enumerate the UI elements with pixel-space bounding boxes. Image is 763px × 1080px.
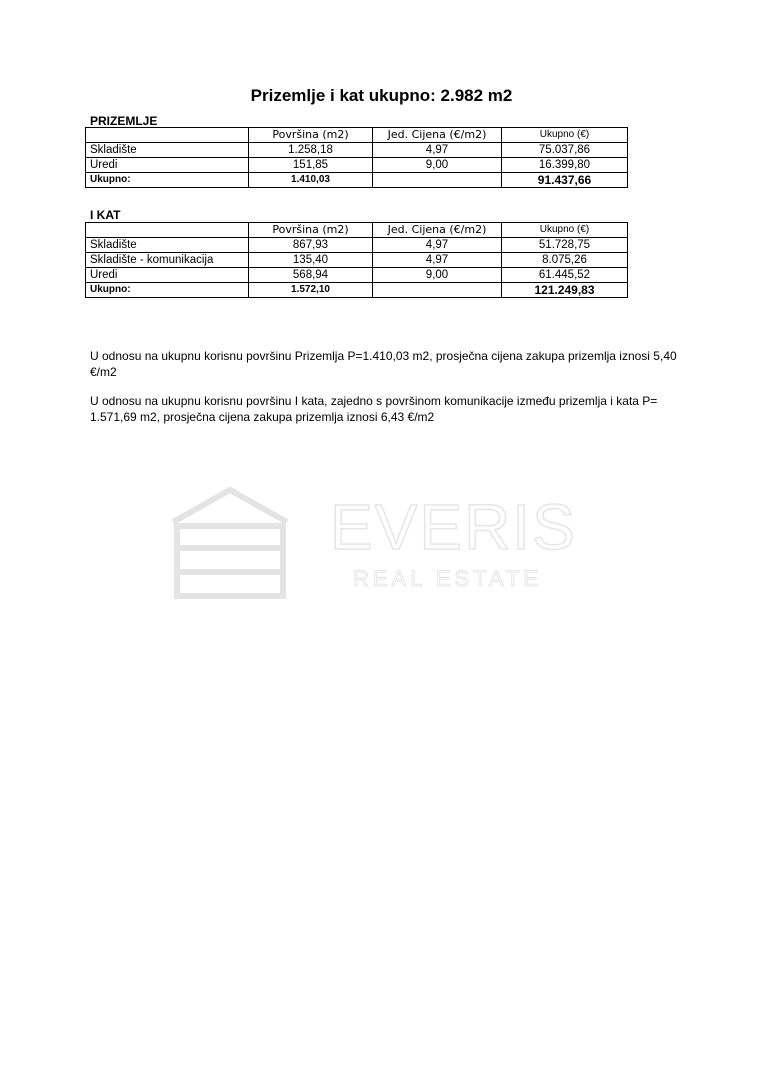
house-logo-icon	[165, 482, 295, 602]
table-cell: 4,97	[373, 253, 502, 268]
table-cell: 867,93	[249, 238, 373, 253]
paragraph-prizemlje-summary: U odnosu na ukupnu korisnu površinu Prizemlja P=1.410,03 m2, prosječna cijena zakupa prizemlja iznosi 5,40 €/m2	[90, 349, 677, 379]
table-cell: 4,97	[373, 238, 502, 253]
header-cell: Ukupno (€)	[502, 128, 628, 143]
paragraph-kat-summary: U odnosu na ukupnu korisnu površinu I kata, zajedno s površinom komunikacije između prizemlja i kata P= 1.571,69 m2, prosječna cijena zakupa prizemlja iznosi 6,43 €/m2	[90, 394, 658, 424]
table-total-row	[86, 173, 628, 188]
table-cell: 51.728,75	[502, 238, 628, 253]
total-cell: 1.572,10	[249, 283, 373, 298]
table-row	[86, 238, 628, 253]
table-cell: 9,00	[373, 158, 502, 173]
table-cell: 16.399,80	[502, 158, 628, 173]
total-cell	[373, 283, 502, 298]
table-cell: Skladište	[86, 238, 249, 253]
table-cell: Uredi	[86, 268, 249, 283]
watermark-tagline: REAL ESTATE	[353, 566, 543, 591]
table-cell: 151,85	[249, 158, 373, 173]
header-cell: Ukupno (€)	[502, 223, 628, 238]
table-cell: 9,00	[373, 268, 502, 283]
header-cell	[86, 223, 249, 238]
header-cell: Jed. Cijena (€/m2)	[373, 223, 502, 238]
total-cell: Ukupno:	[86, 283, 249, 298]
table-header-row	[86, 223, 628, 238]
section-label-i-kat: I KAT	[90, 208, 121, 222]
table-cell: Skladište	[86, 143, 249, 158]
total-cell: 121.249,83	[502, 283, 628, 298]
table-row	[86, 268, 628, 283]
table-total-row	[86, 283, 628, 298]
watermark	[165, 482, 605, 602]
header-cell: Površina (m2)	[249, 128, 373, 143]
table-row	[86, 143, 628, 158]
table-row	[86, 158, 628, 173]
section-label-prizemlje: PRIZEMLJE	[90, 114, 158, 128]
table-cell: 61.445,52	[502, 268, 628, 283]
header-cell	[86, 128, 249, 143]
table-cell: 8.075,26	[502, 253, 628, 268]
table-prizemlje	[85, 127, 628, 188]
table-cell: 75.037,86	[502, 143, 628, 158]
watermark-brand: EVERIS	[330, 491, 577, 563]
total-cell: 91.437,66	[502, 173, 628, 188]
total-cell: 1.410,03	[249, 173, 373, 188]
table-cell: Uredi	[86, 158, 249, 173]
table-cell: 1.258,18	[249, 143, 373, 158]
table-cell: 4,97	[373, 143, 502, 158]
page-title: Prizemlje i kat ukupno: 2.982 m2	[250, 86, 513, 105]
table-cell: 135,40	[249, 253, 373, 268]
table-cell: 568,94	[249, 268, 373, 283]
total-cell	[373, 173, 502, 188]
header-cell: Jed. Cijena (€/m2)	[373, 128, 502, 143]
header-cell: Površina (m2)	[249, 223, 373, 238]
table-row	[86, 253, 628, 268]
table-cell: Skladište - komunikacija	[86, 253, 249, 268]
total-cell: Ukupno:	[86, 173, 249, 188]
table-i-kat	[85, 222, 628, 298]
table-header-row	[86, 128, 628, 143]
